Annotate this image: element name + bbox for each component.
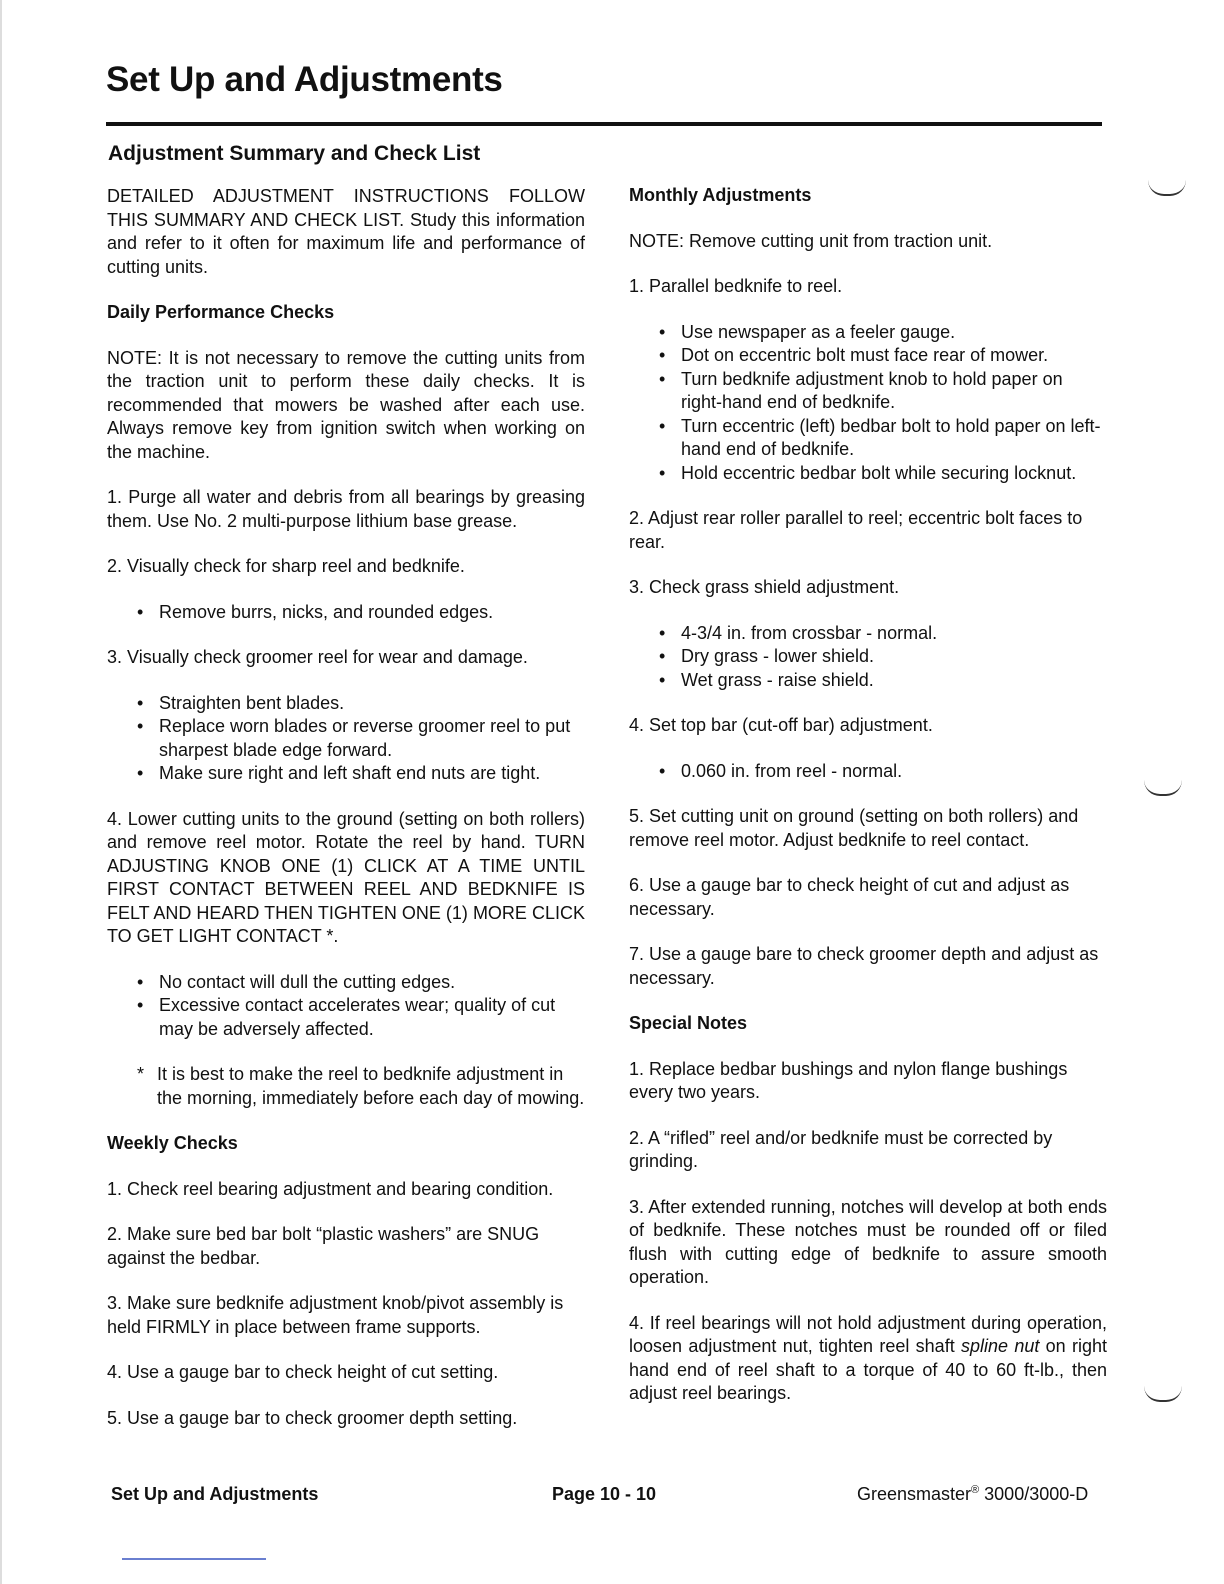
special-notes-heading: Special Notes <box>629 1013 748 1033</box>
registered-mark: ® <box>971 1484 980 1496</box>
page-edge <box>0 0 2 1584</box>
daily-note: NOTE: It is not necessary to remove the cutting units from the traction unit to perform these daily checks. It is recommended that mowers be washed after each use. Always remove key from ignition switch when working on the machine. <box>107 347 585 462</box>
section-heading: Adjustment Summary and Check List <box>108 142 481 165</box>
monthly-item-7: 7. Use a gauge bare to check groomer depth and adjust as necessary. <box>629 944 1099 988</box>
bullet-item: • Dot on eccentric bolt must face rear of mower. <box>659 344 1107 368</box>
bullet-item: • 0.060 in. from reel - normal. <box>659 760 1107 784</box>
weekly-checks-heading: Weekly Checks <box>107 1133 238 1153</box>
special-note: 3. After extended running, notches will develop at both ends of bedknife. These notches must be rounded off or filed flush with cutting edge of bedknife to assure smooth operation. <box>629 1196 1107 1287</box>
page-title: Set Up and Adjustments <box>106 60 503 99</box>
margin-check-mark <box>1144 1386 1182 1402</box>
daily-item-2-bullets <box>107 601 585 625</box>
daily-item-2: 2. Visually check for sharp reel and bedknife. <box>107 556 465 576</box>
daily-item-3: 3. Visually check groomer reel for wear and damage. <box>107 647 528 667</box>
daily-item-1: 1. Purge all water and debris from all bearings by greasing them. Use No. 2 multi-purpose lithium base grease. <box>107 487 585 531</box>
spline-nut-emphasis: spline nut <box>961 1336 1040 1356</box>
monthly-item-4-bullets <box>629 760 1107 784</box>
daily-item-4: 4. Lower cutting units to the ground (setting on both rollers) and remove reel motor. Rotate the reel by hand. TURN ADJUSTING KNOB ONE (1) CLICK AT A TIME UNTIL FIRST CONTACT BETWEEN REEL AND BEDKNIFE IS FELT AND HEARD THEN TIGHTEN ONE (1) MORE CLICK TO GET LIGHT CONTACT *. <box>107 808 585 946</box>
bullet-item: • Remove burrs, nicks, and rounded edges. <box>137 601 585 625</box>
bullet-item: • Wet grass - raise shield. <box>659 669 1107 693</box>
bullet-item: • Straighten bent blades. <box>137 692 585 716</box>
special-note-4-text: 4. If reel bearings will not hold adjustment during operation, loosen adjustment nut, tighten reel shaft <box>629 1312 1107 1356</box>
bullet-item: • 4-3/4 in. from crossbar - normal. <box>659 622 1107 646</box>
left-column <box>107 185 585 1452</box>
monthly-item-3-bullets <box>629 622 1107 693</box>
bullet-item: • Excessive contact accelerates wear; quality of cut may be adversely affected. <box>137 994 585 1041</box>
bullet-item: • Turn bedknife adjustment knob to hold paper on right-hand end of bedknife. <box>659 368 1107 415</box>
daily-item-3-bullets <box>107 692 585 786</box>
weekly-item: 5. Use a gauge bar to check groomer depth setting. <box>107 1407 518 1428</box>
right-column <box>629 184 1107 1428</box>
footnote-asterisk: * <box>137 1064 145 1084</box>
weekly-item: 4. Use a gauge bar to check height of cut setting. <box>107 1362 499 1382</box>
special-note-4-text-end: on right hand end of reel shaft to a torque of 40 to 60 ft-lb., then adjust reel bearings. <box>629 1336 1107 1403</box>
monthly-item-5: 5. Set cutting unit on ground (setting on both rollers) and remove reel motor. Adjust bedknife to reel contact. <box>629 806 1079 850</box>
title-rule <box>106 122 1102 126</box>
bullet-item: • Dry grass - lower shield. <box>659 645 1107 669</box>
monthly-item-6: 6. Use a gauge bar to check height of cut and adjust as necessary. <box>629 875 1070 919</box>
daily-checks-heading: Daily Performance Checks <box>107 302 335 322</box>
special-note: 2. A “rifled” reel and/or bedknife must be corrected by grinding. <box>629 1127 1053 1171</box>
footer-model: 3000/3000-D <box>979 1484 1089 1504</box>
monthly-item-2: 2. Adjust rear roller parallel to reel; eccentric bolt faces to rear. <box>629 508 1083 552</box>
bullet-item: • Hold eccentric bedbar bolt while securing locknut. <box>659 462 1107 486</box>
footnote-text: It is best to make the reel to bedknife adjustment in the morning, immediately before each day of mowing. <box>157 1064 585 1108</box>
footer-page-number: Page 10 - 10 <box>552 1484 657 1504</box>
special-note: 1. Replace bedbar bushings and nylon flange bushings every two years. <box>629 1058 1068 1102</box>
monthly-item-1: 1. Parallel bedknife to reel. <box>629 276 843 296</box>
monthly-item-3: 3. Check grass shield adjustment. <box>629 577 900 597</box>
monthly-item-1-bullets <box>629 321 1107 486</box>
weekly-item: 2. Make sure bed bar bolt “plastic washers” are SNUG against the bedbar. <box>107 1224 540 1268</box>
bullet-item: • Turn eccentric (left) bedbar bolt to hold paper on left-hand end of bedknife. <box>659 415 1107 462</box>
special-note-4 <box>629 1312 1107 1406</box>
monthly-note: NOTE: Remove cutting unit from traction unit. <box>629 230 993 251</box>
daily-item-4-bullets <box>107 971 585 1042</box>
margin-check-mark <box>1144 780 1182 796</box>
weekly-item: 3. Make sure bedknife adjustment knob/pivot assembly is held FIRMLY in place between frame supports. <box>107 1293 564 1337</box>
bullet-item: • Replace worn blades or reverse groomer reel to put sharpest blade edge forward. <box>137 715 585 762</box>
bullet-item: • No contact will dull the cutting edges. <box>137 971 585 995</box>
bottom-edge-line <box>122 1558 266 1560</box>
bullet-item: • Use newspaper as a feeler gauge. <box>659 321 1107 345</box>
footnote <box>107 1063 585 1110</box>
footer-product <box>857 1484 1088 1505</box>
monthly-item-4: 4. Set top bar (cut-off bar) adjustment. <box>629 715 933 735</box>
footer-section-title: Set Up and Adjustments <box>111 1484 319 1504</box>
margin-check-mark <box>1148 180 1186 196</box>
bullet-item: • Make sure right and left shaft end nuts are tight. <box>137 762 585 786</box>
footer-brand: Greensmaster <box>857 1484 972 1504</box>
weekly-item: 1. Check reel bearing adjustment and bearing condition. <box>107 1178 554 1199</box>
monthly-adjustments-heading: Monthly Adjustments <box>629 185 812 205</box>
intro-paragraph: DETAILED ADJUSTMENT INSTRUCTIONS FOLLOW THIS SUMMARY AND CHECK LIST. Study this information and refer to it often for maximum life and performance of cutting units. <box>107 186 585 277</box>
